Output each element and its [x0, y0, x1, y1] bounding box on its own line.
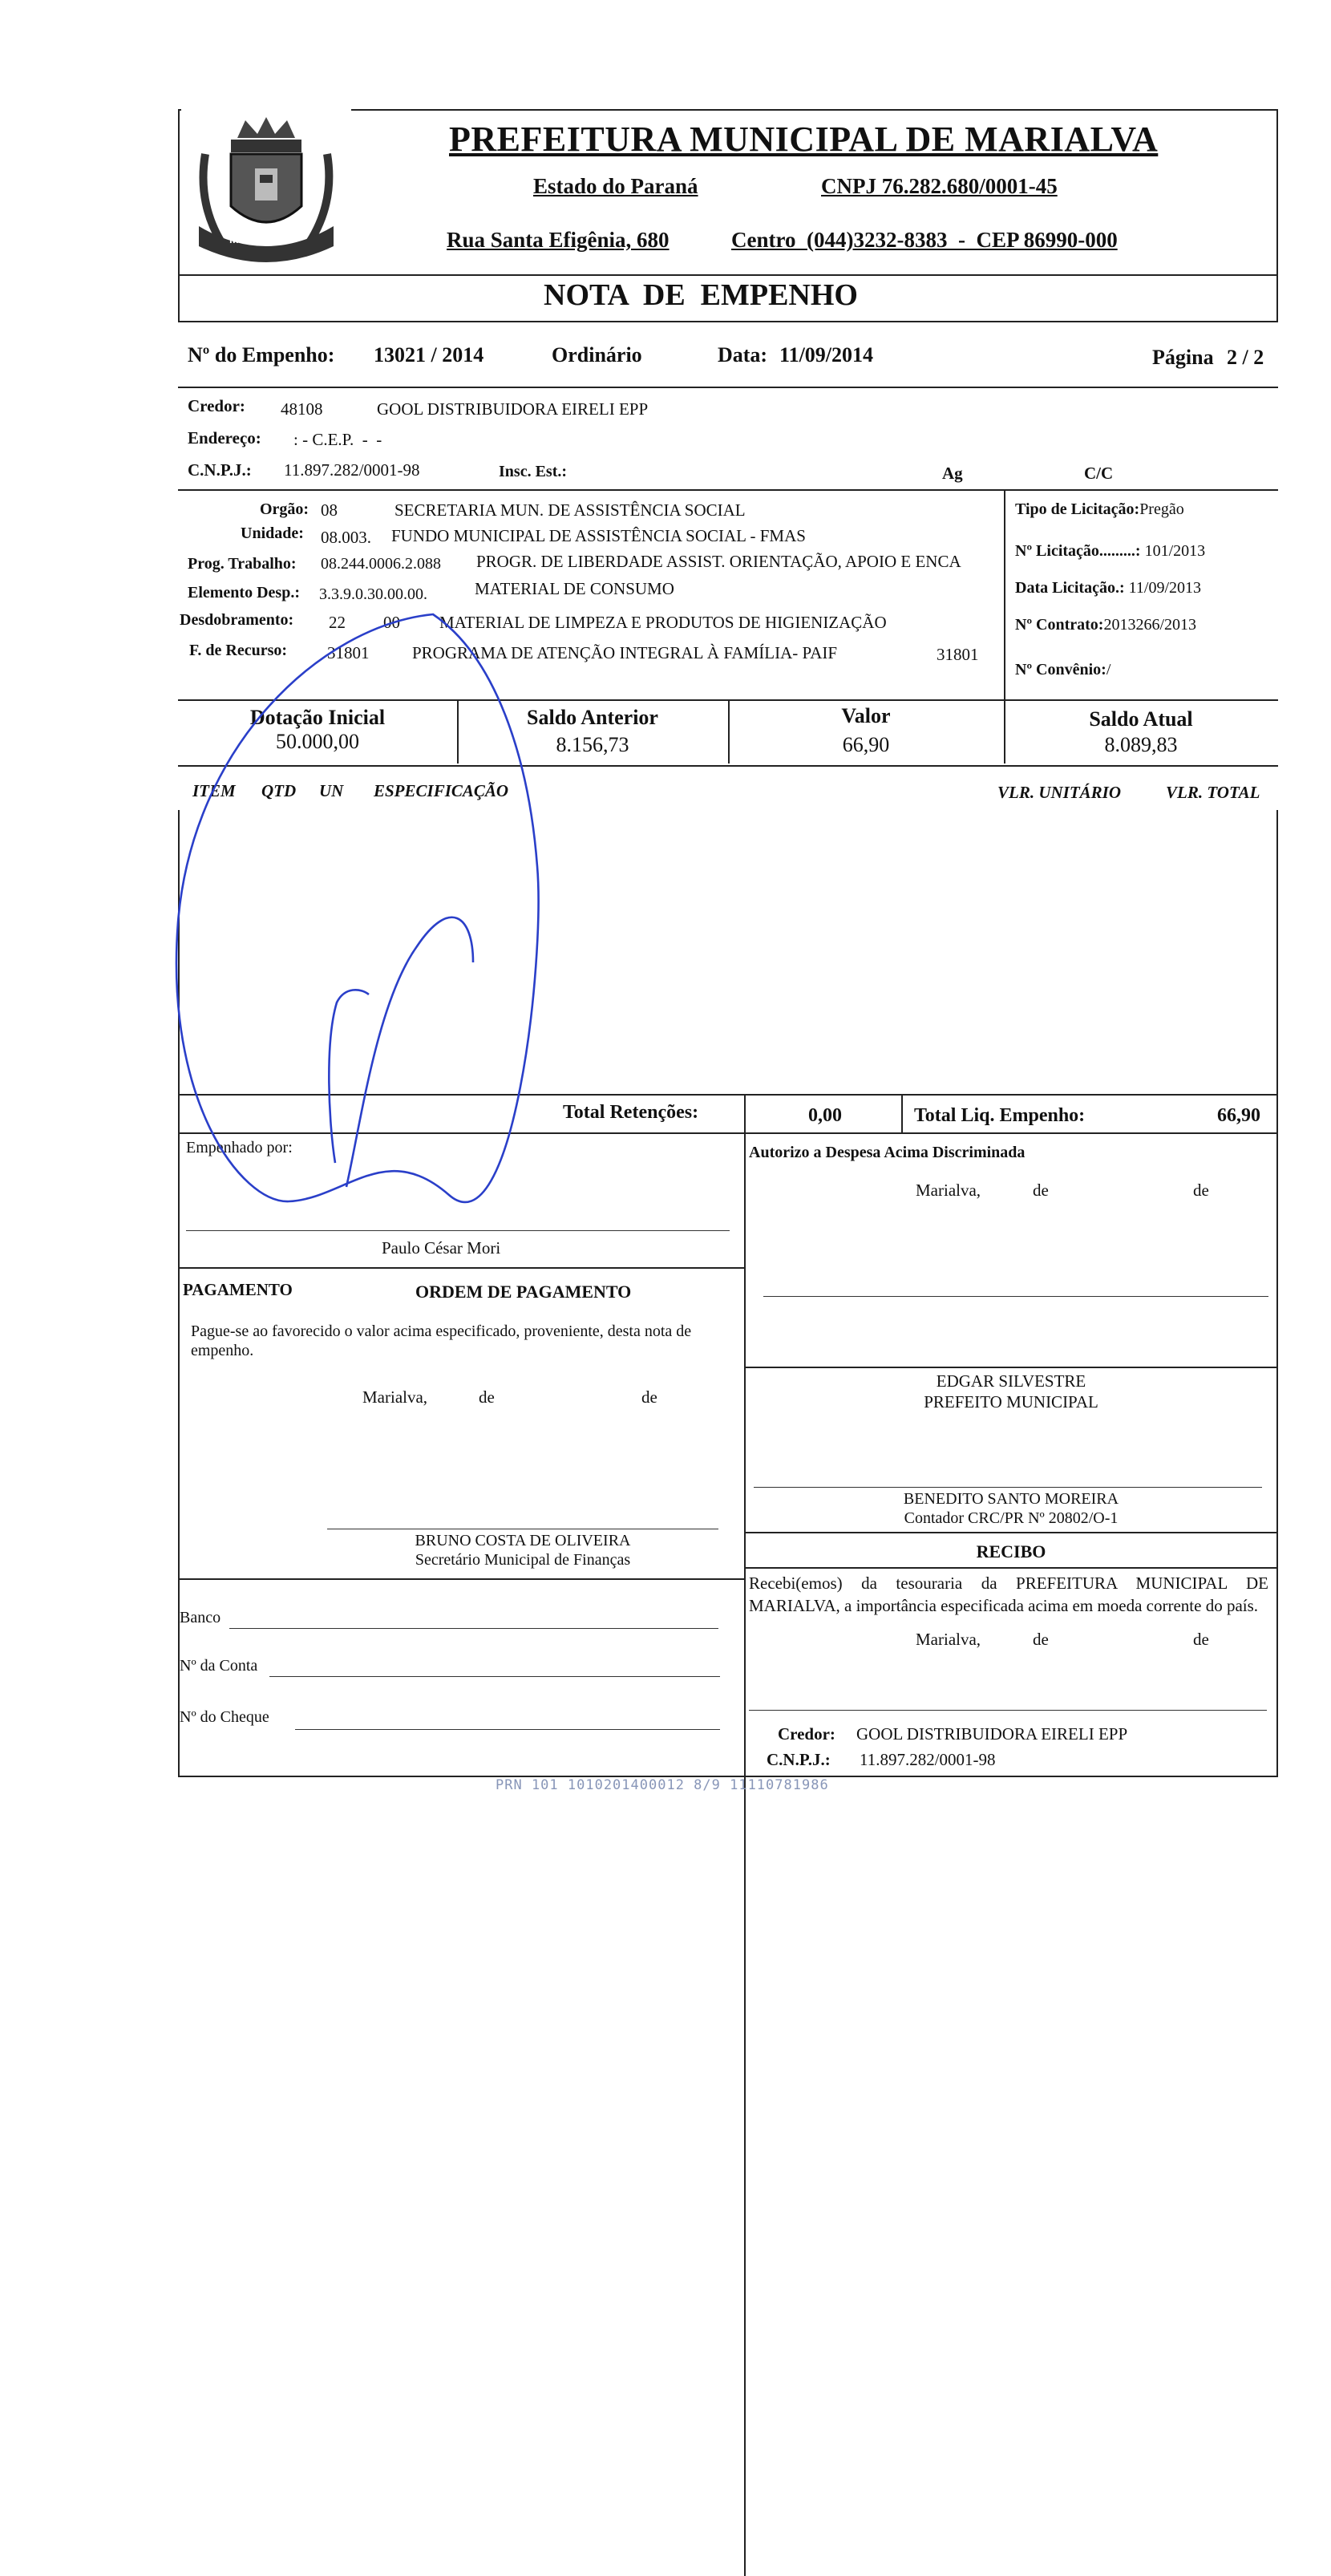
- empenho-type: Ordinário: [552, 343, 642, 367]
- contrato-value: 2013266/2013: [1103, 616, 1197, 634]
- orgao-code: 08: [321, 500, 338, 520]
- credor-address: : - C.E.P. - -: [293, 430, 382, 449]
- tipo-licitacao-value: Pregão: [1139, 500, 1184, 518]
- ordem-de1: de: [479, 1387, 495, 1407]
- state-label: Estado do Paraná: [533, 174, 698, 198]
- desd-code1: 22: [329, 613, 346, 632]
- col-vlr-total: VLR. TOTAL: [1166, 783, 1260, 802]
- empenho-label: Nº do Empenho:: [188, 343, 335, 367]
- recibo-de2: de: [1193, 1630, 1209, 1649]
- autorizo-de2: de: [1193, 1181, 1209, 1200]
- elem-code: 3.3.9.0.30.00.00.: [319, 585, 427, 603]
- saldo-atual-label: Saldo Atual: [1089, 707, 1193, 731]
- autorizo-local: Marialva,: [916, 1181, 981, 1200]
- conta-label: Nº da Conta: [180, 1657, 258, 1675]
- dotacao-value: 50.000,00: [276, 730, 359, 753]
- col-espec: ESPECIFICAÇÃO: [374, 781, 509, 800]
- prefeito-cargo: PREFEITO MUNICIPAL: [924, 1392, 1098, 1412]
- credor-name: GOOL DISTRIBUIDORA EIRELI EPP: [377, 399, 649, 419]
- prog-code: 08.244.0006.2.088: [321, 555, 441, 573]
- banco-label: Banco: [180, 1609, 221, 1626]
- elem-desc: MATERIAL DE CONSUMO: [475, 579, 674, 598]
- contador-nome: BENEDITO SANTO MOREIRA: [903, 1490, 1119, 1508]
- col-item: ITEM: [192, 781, 236, 800]
- valor-value: 66,90: [842, 733, 890, 756]
- prefeito-nome: EDGAR SILVESTRE: [936, 1371, 1086, 1391]
- address-label: Rua Santa Efigênia, 680: [447, 228, 670, 252]
- date-label: Data:: [718, 343, 768, 367]
- valor-label: Valor: [841, 704, 891, 727]
- recibo-local: Marialva,: [916, 1630, 981, 1649]
- unidade-code: 08.003.: [321, 528, 371, 547]
- unidade-desc: FUNDO MUNICIPAL DE ASSISTÊNCIA SOCIAL - FMAS: [391, 526, 806, 545]
- recurso-code: 31801: [327, 643, 370, 662]
- ordem-de2: de: [641, 1387, 657, 1407]
- convenio-value: /: [1106, 661, 1111, 678]
- recurso-label: F. de Recurso:: [189, 642, 288, 659]
- desd-label: Desdobramento:: [180, 611, 294, 629]
- empenho-number: 13021 / 2014: [374, 343, 484, 367]
- ag-label: Ag: [942, 464, 963, 483]
- recurso-code2: 31801: [937, 645, 979, 664]
- document-title: NOTA DE EMPENHO: [544, 278, 858, 312]
- col-un: UN: [319, 781, 344, 800]
- col-qtd: QTD: [261, 781, 297, 800]
- licitacao-data-value: 11/09/2013: [1128, 579, 1202, 597]
- contador-cargo: Contador CRC/PR Nº 20802/O-1: [904, 1509, 1119, 1527]
- liq-value: 66,90: [1217, 1105, 1260, 1126]
- recurso-desc: PROGRAMA DE ATENÇÃO INTEGRAL À FAMÍLIA- PAIF: [412, 643, 838, 662]
- ordem-label: ORDEM DE PAGAMENTO: [415, 1282, 632, 1302]
- contrato-label: Nº Contrato:: [1015, 616, 1104, 634]
- recibo-credor-label: Credor:: [778, 1724, 835, 1744]
- convenio-label: Nº Convênio:: [1015, 661, 1106, 678]
- insc-label: Insc. Est.:: [499, 463, 568, 480]
- pagamento-label: PAGAMENTO: [183, 1280, 293, 1299]
- orgao-label: Orgão:: [260, 500, 309, 518]
- pague-se-text: Pague-se ao favorecido o valor acima especificado, proveniente, desta nota de empenho.: [191, 1322, 692, 1359]
- autorizo-de1: de: [1033, 1181, 1049, 1200]
- desd-code2: 00: [383, 613, 400, 632]
- stamp-code: PRN 101 1010201400012 8/9 11110781986: [496, 1777, 829, 1793]
- page-number: 2 / 2: [1227, 346, 1264, 369]
- tipo-licitacao-label-text: Tipo de Licitação:: [1015, 500, 1140, 518]
- elem-label: Elemento Desp.:: [188, 584, 300, 601]
- address-label-credor: Endereço:: [188, 428, 261, 448]
- autorizo-label: Autorizo a Despesa Acima Discriminada: [749, 1144, 1026, 1161]
- credor-label: Credor:: [188, 396, 245, 415]
- crest-banner: MARIALVA: [229, 233, 293, 245]
- prog-label: Prog. Trabalho:: [188, 555, 297, 573]
- cheque-label: Nº do Cheque: [180, 1708, 269, 1726]
- secretario-nome: BRUNO COSTA DE OLIVEIRA: [415, 1532, 631, 1549]
- unidade-label: Unidade:: [241, 525, 304, 542]
- saldo-atual-value: 8.089,83: [1104, 733, 1178, 756]
- licitacao-num-value: 101/2013: [1144, 542, 1206, 560]
- cnpj-label-credor: C.N.P.J.:: [188, 460, 252, 480]
- liq-label: Total Liq. Empenho:: [914, 1105, 1086, 1126]
- saldo-anterior-label: Saldo Anterior: [527, 706, 658, 729]
- licitacao-data-label: Data Licitação.:: [1015, 579, 1125, 597]
- secretario-cargo: Secretário Municipal de Finanças: [415, 1551, 631, 1569]
- saldo-anterior-value: 8.156,73: [556, 733, 629, 756]
- retencoes-label: Total Retenções:: [563, 1102, 699, 1123]
- empenhado-label: Empenhado por:: [186, 1139, 293, 1156]
- dotacao-label: Dotação Inicial: [249, 706, 386, 729]
- licitacao-num-label: Nº Licitação.........:: [1015, 542, 1141, 560]
- orgao-desc: SECRETARIA MUN. DE ASSISTÊNCIA SOCIAL: [394, 500, 746, 520]
- cnpj-label: CNPJ 76.282.680/0001-45: [821, 174, 1058, 198]
- credor-cnpj: 11.897.282/0001-98: [284, 460, 420, 480]
- recibo-de1: de: [1033, 1630, 1049, 1649]
- retencoes-value: 0,00: [808, 1105, 842, 1126]
- empenhado-nome: Paulo César Mori: [382, 1238, 501, 1258]
- date-value: 11/09/2014: [779, 343, 874, 367]
- desd-desc: MATERIAL DE LIMPEZA E PRODUTOS DE HIGIENIZAÇÃO: [439, 613, 887, 632]
- prog-desc: PROGR. DE LIBERDADE ASSIST. ORIENTAÇÃO, APOIO E ENCA: [476, 552, 961, 571]
- col-vlr-unit: VLR. UNITÁRIO: [997, 783, 1122, 802]
- ordem-local: Marialva,: [362, 1387, 428, 1407]
- recibo-credor-nome: GOOL DISTRIBUIDORA EIRELI EPP: [856, 1724, 1128, 1744]
- page-title: PREFEITURA MUNICIPAL DE MARIALVA: [449, 119, 1159, 159]
- credor-code: 48108: [281, 399, 323, 419]
- recibo-cnpj-label: C.N.P.J.:: [767, 1750, 831, 1769]
- recibo-label: RECIBO: [976, 1541, 1046, 1561]
- recibo-text: Recebi(emos) da tesouraria da PREFEITURA MUNICIPAL DE MARIALVA, a importância especificada acima em moeda corrente do país.: [749, 1574, 1268, 1615]
- contact-label: Centro (044)3232-8383 - CEP 86990-000: [731, 228, 1118, 252]
- page-label: Página: [1152, 346, 1214, 369]
- cc-label: C/C: [1084, 464, 1114, 483]
- recibo-cnpj: 11.897.282/0001-98: [860, 1750, 996, 1769]
